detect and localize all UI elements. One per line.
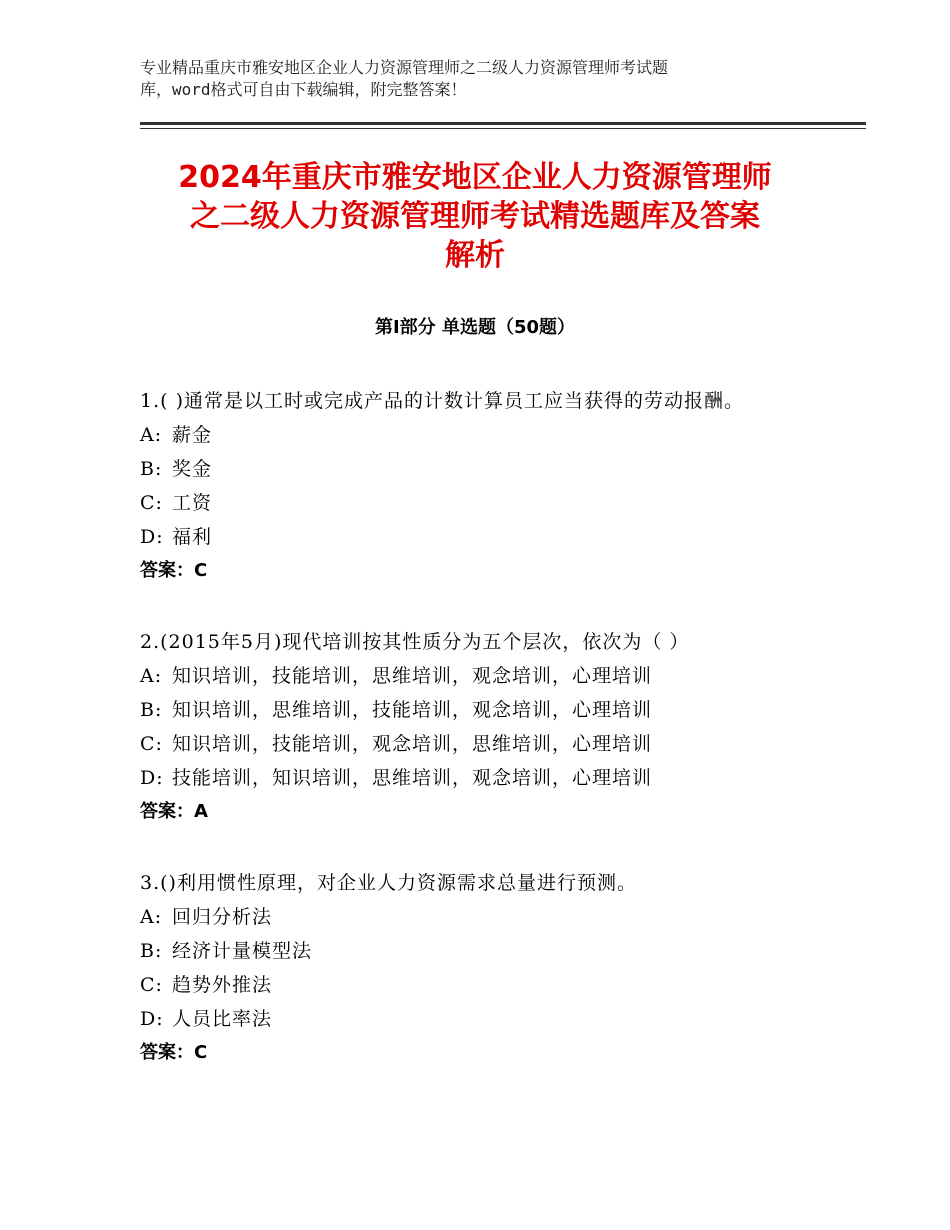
question-stem: 1.( )通常是以工时或完成产品的计数计算员工应当获得的劳动报酬。 [140, 390, 744, 412]
option-key: A: [140, 665, 163, 687]
option-key: A: [140, 424, 163, 446]
option-b [140, 934, 840, 968]
option-a [140, 418, 840, 452]
option-text: 工资 [172, 492, 213, 514]
question-1 [140, 384, 840, 588]
option-key: B: [140, 699, 163, 721]
question-stem: 2.(2015年5月)现代培训按其性质分为五个层次，依次为（ ） [140, 631, 690, 653]
option-text: 福利 [172, 526, 213, 548]
option-key: C: [140, 974, 163, 996]
header-note-line2: 库，word格式可自由下载编辑，附完整答案！ [140, 80, 467, 99]
answer: 答案：C [140, 1042, 208, 1063]
option-a [140, 659, 840, 693]
option-d [140, 1002, 840, 1036]
option-key: D: [140, 526, 164, 548]
option-key: D: [140, 767, 164, 789]
option-key: B: [140, 940, 163, 962]
header-note-line1: 专业精品重庆市雅安地区企业人力资源管理师之二级人力资源管理师考试题 [140, 58, 669, 77]
question-stem: 3.()利用惯性原理，对企业人力资源需求总量进行预测。 [140, 872, 637, 894]
option-key: C: [140, 492, 163, 514]
section-title: 第Ⅰ部分 单选题（50题） [374, 317, 575, 338]
option-text: 人员比率法 [172, 1008, 273, 1030]
option-b [140, 452, 840, 486]
header-divider-thin [140, 128, 866, 129]
question-list [140, 384, 840, 1107]
question-3 [140, 866, 840, 1070]
option-text: 知识培训，技能培训，思维培训，观念培训，心理培训 [172, 665, 653, 687]
option-c [140, 727, 840, 761]
option-key: A: [140, 906, 163, 928]
option-text: 经济计量模型法 [172, 940, 313, 962]
option-a [140, 900, 840, 934]
option-text: 奖金 [172, 458, 213, 480]
option-text: 技能培训，知识培训，思维培训，观念培训，心理培训 [172, 767, 653, 789]
header-divider-thick [140, 122, 866, 125]
answer: 答案：C [140, 560, 208, 581]
option-key: D: [140, 1008, 164, 1030]
option-c [140, 968, 840, 1002]
answer: 答案：A [140, 801, 208, 822]
option-text: 知识培训，技能培训，观念培训，思维培训，心理培训 [172, 733, 653, 755]
document-title-line3: 解析 [445, 238, 505, 273]
option-c [140, 486, 840, 520]
header-note [140, 57, 780, 101]
document-title-line1: 2024年重庆市雅安地区企业人力资源管理师 [178, 160, 772, 195]
option-key: B: [140, 458, 163, 480]
document-title [100, 158, 850, 275]
option-text: 知识培训，思维培训，技能培训，观念培训，心理培训 [172, 699, 653, 721]
option-b [140, 693, 840, 727]
question-2 [140, 625, 840, 829]
option-text: 回归分析法 [172, 906, 273, 928]
option-text: 趋势外推法 [172, 974, 273, 996]
document-title-line2: 之二级人力资源管理师考试精选题库及答案 [190, 199, 760, 234]
option-text: 薪金 [172, 424, 213, 446]
option-d [140, 761, 840, 795]
option-d [140, 520, 840, 554]
option-key: C: [140, 733, 163, 755]
